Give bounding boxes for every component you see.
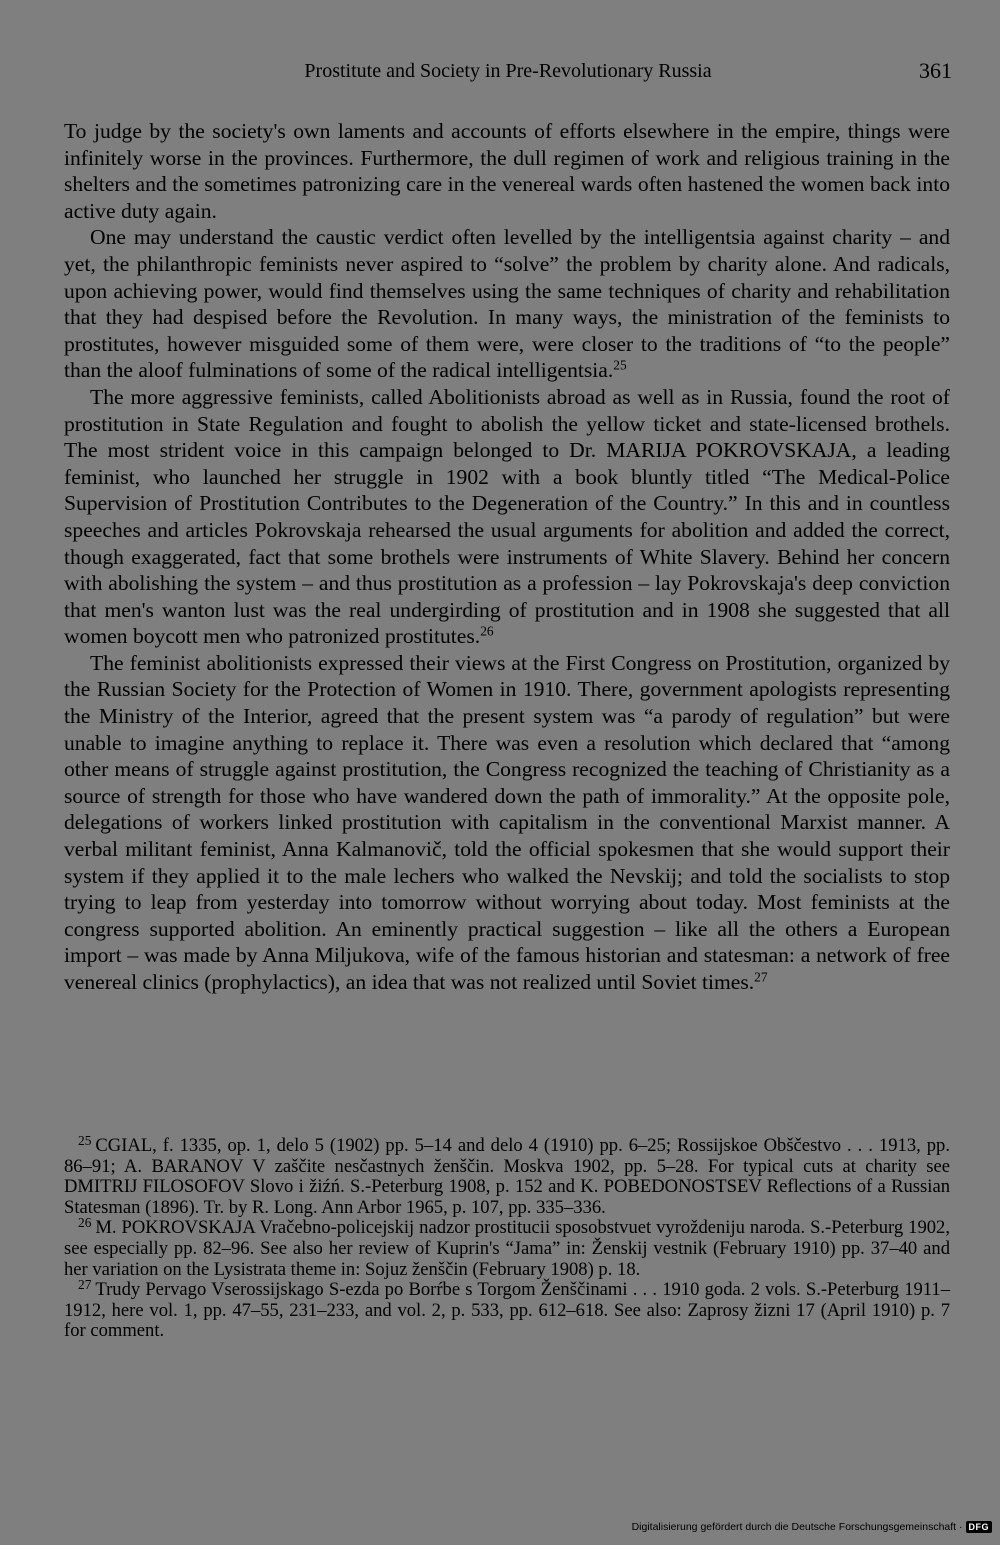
footnote-text: M. POKROVSKAJA Vračebno-policejskij nadzor prostitucii sposobstvuet vyroždeniju naroda. S.-Peterburg 1902, see especially pp. 82–96. See also her review of Kuprin's “Jama” in: Ženskij vestnik (February 1910) pp. 37–40 and her variation on the Lysistrata theme in: Sojuz ženščin (February 1908) p. 18.: [64, 1217, 950, 1280]
footnote-mark: 27: [78, 1277, 92, 1293]
running-title: Prostitute and Society in Pre-Revolutionary Russia: [304, 60, 712, 82]
footnote-text: Trudy Pervago Vserossijskago S-ezda po Borŕbe s Torgom Ženščinami . . . 1910 goda. 2 vols. S.-Peterburg 1911–1912, here vol. 1, pp. 47–55, 231–233, and vol. 2, p. 533, pp. 612–618. See also: Zaprosy žizni 17 (April 1910) p. 7 for comment.: [64, 1279, 950, 1342]
running-header: [64, 58, 952, 92]
main-text: [64, 118, 950, 996]
footnote: [64, 1132, 950, 1218]
credit-text: Digitalisierung gefördert durch die Deutsche Forschungsgemeinschaft ·: [631, 1521, 963, 1533]
paragraph-text: One may understand the caustic verdict often levelled by the intelligentsia against charity – and yet, the philanthropic feminists never aspired to “solve” the problem by charity alone. And radicals, upon achieving power, would find themselves using the same techniques of charity and rehabilitation that they had despised before the Revolution. In many ways, the ministration of the feminists to prostitutes, however misguided some of them were, were closer to the traditions of “to the people” than the aloof fulminations of some of the radical intelligentsia.: [64, 225, 950, 383]
page-number: 361: [919, 58, 952, 83]
footnote: [64, 1215, 950, 1280]
footnotes: [64, 1132, 950, 1342]
footnote: [64, 1277, 950, 1342]
paragraph: [64, 384, 950, 650]
paragraph: [64, 118, 950, 224]
footnote-reference: 26: [480, 623, 494, 639]
footnote-reference: 25: [613, 357, 627, 373]
dfg-logo-icon: DFG: [966, 1521, 993, 1533]
footnote-text: CGIAL, f. 1335, op. 1, delo 5 (1902) pp. 5–14 and delo 4 (1910) pp. 6–25; Rossijskoe Obščestvo . . . 1913, pp. 86–91; A. BARANOV V zaščite nesčastnych ženščin. Moskva 1902, pp. 5–28. For typical cuts at charity see DMITRIJ FILOSOFOV Slovo i žiźń. S.-Peterburg 1908, p. 152 and K. POBEDONOSTSEV Reflections of a Russian Statesman (1896). Tr. by R. Long. Ann Arbor 1965, p. 107, pp. 335–336.: [64, 1135, 950, 1218]
digitization-credit: [632, 1521, 992, 1533]
paragraph-text: To judge by the society's own laments and accounts of efforts elsewhere in the empire, things were infinitely worse in the provinces. Furthermore, the dull regimen of work and religious training in the shelters and the sometimes patronizing care in the venereal wards often hastened the women back into active duty again.: [64, 119, 950, 223]
paragraph-text: The more aggressive feminists, called Abolitionists abroad as well as in Russia, found the root of prostitution in State Regulation and fought to abolish the yellow ticket and state-licensed brothels. The most strident voice in this campaign belonged to Dr. MARIJA POKROVSKAJA, a leading feminist, who launched her struggle in 1902 with a book bluntly titled “The Medical-Police Supervision of Prostitution Contributes to the Degeneration of the Country.” In this and in countless speeches and articles Pokrovskaja rehearsed the usual arguments for abolition and added the correct, though exaggerated, fact that some brothels were instruments of White Slavery. Behind her concern with abolishing the system – and thus prostitution as a profession – lay Pokrovskaja's deep conviction that men's wanton lust was the real undergirding of prostitution and in 1908 she suggested that all women boycott men who patronized prostitutes.: [64, 384, 950, 649]
paragraph: [64, 224, 950, 384]
footnote-mark: 26: [78, 1215, 92, 1231]
footnote-mark: 25: [78, 1132, 92, 1148]
footnote-reference: 27: [754, 969, 768, 985]
paragraph: [64, 650, 950, 996]
paragraph-text: The feminist abolitionists expressed their views at the First Congress on Prostitution, organized by the Russian Society for the Protection of Women in 1910. There, government apologists representing the Ministry of the Interior, agreed that the present system was “a parody of regulation” but were unable to imagine anything to replace it. There was even a resolution which declared that “among other means of struggle against prostitution, the Congress recognized the teaching of Christianity as a source of strength for those who have wandered down the path of immorality.” At the opposite pole, delegations of workers linked prostitution with capitalism in the conventional Marxist manner. A verbal militant feminist, Anna Kalmanovič, told the official spokesmen that she would support their system if they applied it to the male lechers who walked the Nevskij; and told the socialists to stop trying to leap from yesterday into tomorrow without worrying about today. Most feminists at the congress supported abolition. An eminently practical suggestion – like all the others a European import – was made by Anna Miljukova, wife of the famous historian and statesman: a network of free venereal clinics (prophylactics), an idea that was not realized until Soviet times.: [64, 650, 950, 994]
